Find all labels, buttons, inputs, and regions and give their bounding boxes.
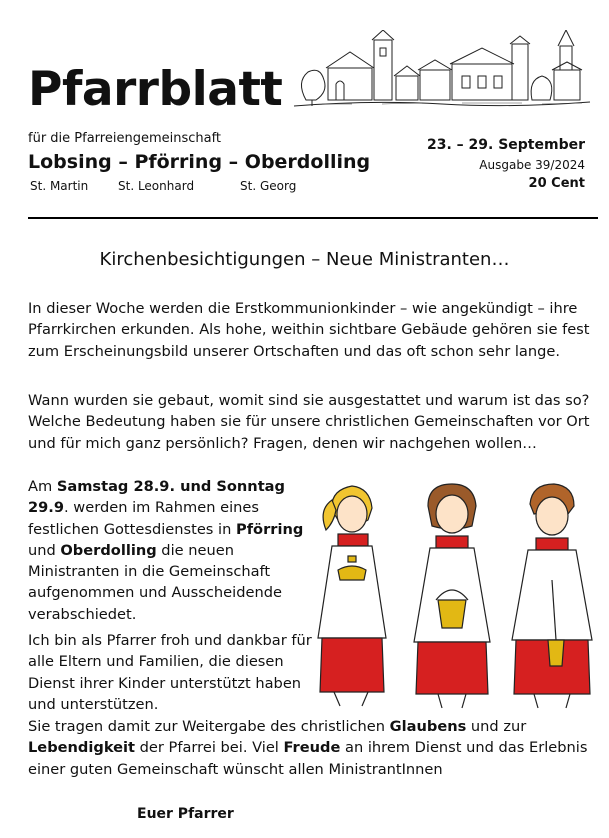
paragraph-ministranten bbox=[28, 476, 318, 625]
bulletin-title: Pfarrblatt bbox=[28, 62, 283, 117]
issue-dates: 23. – 29. September bbox=[426, 137, 585, 153]
parish-places: Lobsing – Pförring – Oberdolling bbox=[28, 151, 371, 173]
text-run: Am bbox=[28, 478, 57, 495]
issue-number: Ausgabe 39/2024 bbox=[479, 158, 585, 172]
issue-price: 20 Cent bbox=[528, 176, 585, 191]
text-run: und bbox=[28, 541, 61, 559]
bulletin-subtitle: für die Pfarreiengemeinschaft bbox=[28, 131, 222, 146]
bold-lebendigkeit: Lebendigkeit bbox=[28, 739, 136, 757]
bold-glaubens: Glaubens bbox=[389, 718, 467, 735]
text-run: Sie tragen damit zur Weitergabe des christlichen bbox=[28, 718, 390, 735]
church-village-illustration bbox=[292, 30, 592, 110]
server-girl-left-figure bbox=[318, 486, 386, 706]
bold-freude: Freude bbox=[283, 739, 341, 757]
text-run: die neuen Ministranten in die Gemeinschaft aufgenommen und Ausscheidende verabschiedet. bbox=[28, 541, 282, 623]
header-divider bbox=[28, 217, 598, 219]
paragraph-intro: In dieser Woche werden die Erstkommunionkinder – wie angekündigt – ihre Pfarrkirchen erkunden. Als hohe, weithin sichtbare Gebäude gehören sie fest zum Erscheinungsbild unserer Ortschaften und das oft schon sehr lange. bbox=[28, 300, 590, 360]
text-run: . werden im Rahmen eines festlichen Gottesdienstes in bbox=[28, 499, 259, 538]
bold-pfoerring: Pförring bbox=[236, 520, 304, 538]
text-run: an ihrem Dienst und das Erlebnis einer guten Gemeinschaft wünscht allen MinistrantInnen bbox=[28, 739, 588, 778]
text-run: der Pfarrei bei. Viel bbox=[135, 739, 284, 757]
paragraph-questions: Wann wurden sie gebaut, womit sind sie ausgestattet und warum ist das so? Welche Bedeutung haben sie für unsere christlichen Gemeinschaften vor Ort und für mich ganz persönlich? Fragen, denen wir nachgehen wollen… bbox=[28, 392, 590, 452]
bold-oberdolling: Oberdolling bbox=[60, 541, 157, 559]
paragraph-thanks: Ich bin als Pfarrer froh und dankbar für alle Eltern und Familien, die diesen Dienst ihrer Kinder unterstützt haben und unterstützen. bbox=[28, 632, 312, 713]
signature: Euer Pfarrer bbox=[137, 806, 234, 822]
patron-st-georg: St. Georg bbox=[240, 179, 297, 193]
patron-st-martin: St. Martin bbox=[30, 179, 89, 193]
server-girl-middle-figure bbox=[414, 484, 490, 708]
altar-servers-illustration bbox=[312, 470, 602, 715]
text-run: und zur bbox=[466, 718, 527, 735]
bold-dates: Samstag 28.9. und Sonntag 29.9 bbox=[28, 478, 285, 517]
paragraph-closing bbox=[28, 716, 598, 780]
article-heading: Kirchenbesichtigungen – Neue Ministranten… bbox=[99, 249, 510, 270]
server-boy-right-figure bbox=[512, 484, 592, 708]
patron-st-leonhard: St. Leonhard bbox=[118, 179, 195, 193]
